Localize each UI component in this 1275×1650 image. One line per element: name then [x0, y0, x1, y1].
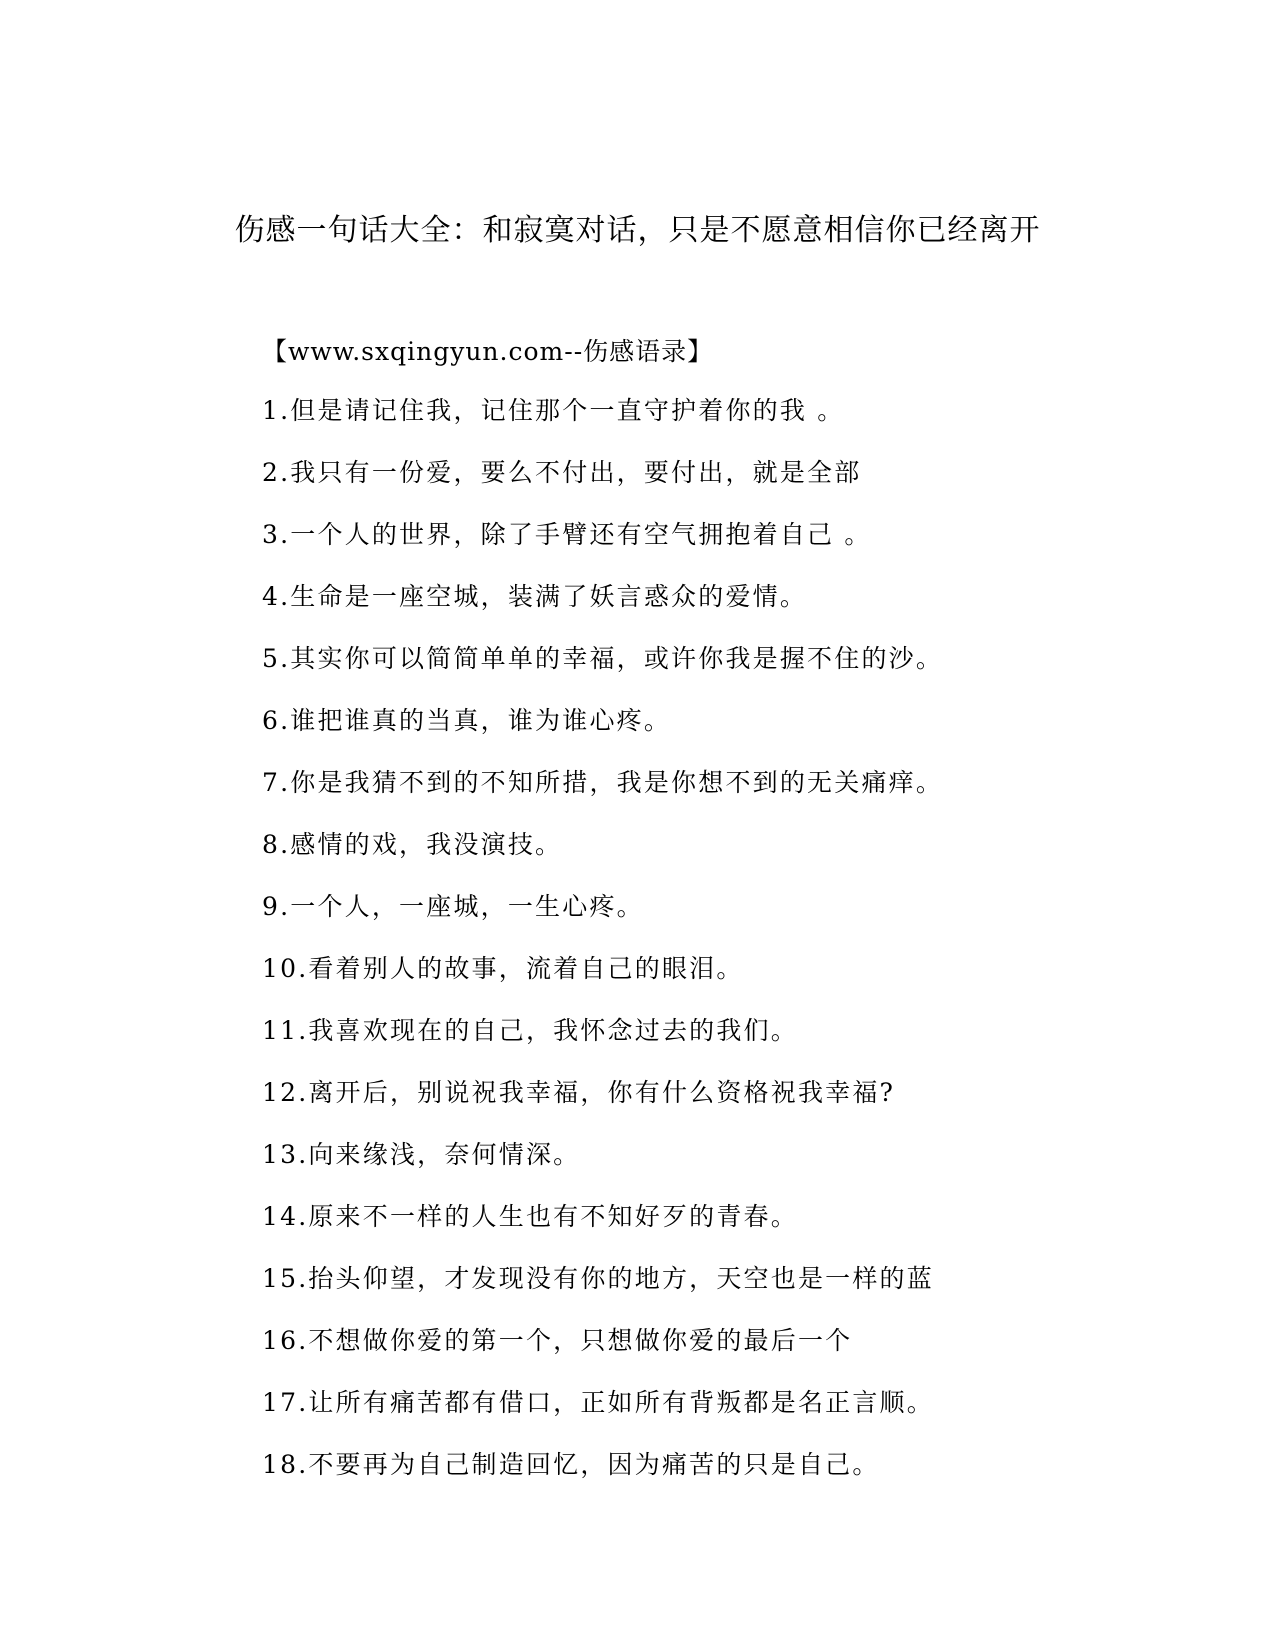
page-title: 伤感一句话大全：和寂寞对话，只是不愿意相信你已经离开 — [234, 213, 1041, 248]
list-item: 11.我喜欢现在的自己，我怀念过去的我们。 — [262, 1016, 798, 1045]
list-item: 5.其实你可以简简单单的幸福，或许你我是握不住的沙。 — [262, 644, 944, 673]
list-item: 1.但是请记住我，记住那个一直守护着你的我 。 — [262, 396, 845, 425]
list-item: 9.一个人，一座城，一生心疼。 — [262, 892, 644, 921]
list-item: 6.谁把谁真的当真，谁为谁心疼。 — [262, 706, 672, 735]
list-item: 8.感情的戏，我没演技。 — [262, 830, 563, 859]
list-item: 18.不要再为自己制造回忆，因为痛苦的只是自己。 — [262, 1450, 880, 1479]
list-item: 4.生命是一座空城，装满了妖言惑众的爱情。 — [262, 582, 808, 611]
list-item: 13.向来缘浅，奈何情深。 — [262, 1140, 581, 1169]
list-item: 15.抬头仰望，才发现没有你的地方，天空也是一样的蓝 — [262, 1264, 934, 1293]
list-item: 14.原来不一样的人生也有不知好歹的青春。 — [262, 1202, 798, 1231]
quote-list — [262, 393, 943, 1509]
source-label: 【www.sxqingyun.com--伤感语录】 — [262, 337, 714, 366]
list-item: 3.一个人的世界，除了手臂还有空气拥抱着自己 。 — [262, 520, 872, 549]
list-item: 17.让所有痛苦都有借口，正如所有背叛都是名正言顺。 — [262, 1388, 934, 1417]
list-item: 10.看着别人的故事，流着自己的眼泪。 — [262, 954, 744, 983]
list-item: 12.离开后，别说祝我幸福，你有什么资格祝我幸福? — [262, 1078, 896, 1107]
list-item: 16.不想做你爱的第一个，只想做你爱的最后一个 — [262, 1326, 853, 1355]
list-item: 2.我只有一份爱，要么不付出，要付出，就是全部 — [262, 458, 862, 487]
list-item: 7.你是我猜不到的不知所措，我是你想不到的无关痛痒。 — [262, 768, 944, 797]
